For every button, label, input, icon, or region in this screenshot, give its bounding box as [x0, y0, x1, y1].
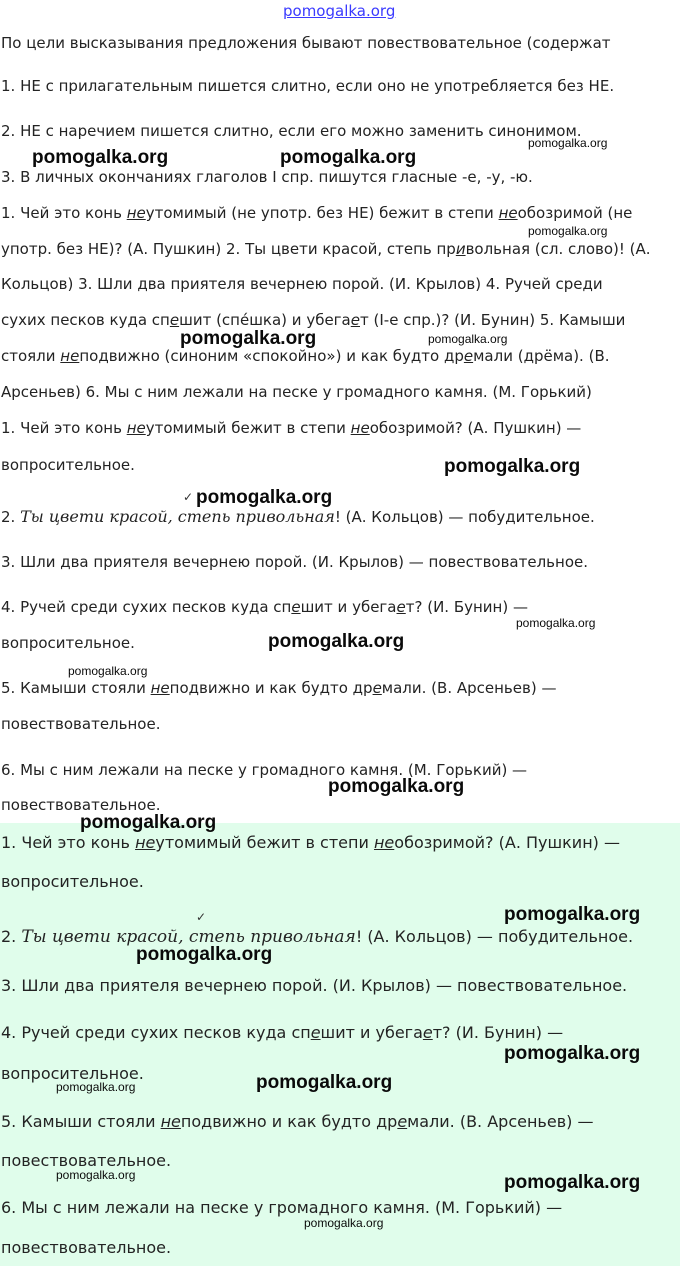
- watermark: pomogalka.org: [180, 328, 317, 349]
- answer-1-type: вопросительное.: [1, 456, 135, 474]
- watermark: pomogalka.org: [444, 456, 581, 477]
- answer-4-hl: 4. Ручей среди сухих песков куда спешит и убегает? (И. Бунин) —: [1, 1023, 564, 1042]
- passage-line: стояли неподвижно (синоним «спокойно») и как будто дремали (дрёма). (В.: [1, 347, 610, 365]
- watermark: pomogalka.org: [196, 487, 333, 508]
- answer-3-hl: 3. Шли два приятеля вечернею порой. (И. Крылов) — повествовательное.: [1, 976, 628, 995]
- watermark: pomogalka.org: [136, 944, 273, 965]
- header-link[interactable]: pomogalka.org: [283, 2, 396, 20]
- watermark: pomogalka.org: [528, 136, 608, 150]
- watermark: pomogalka.org: [80, 812, 217, 833]
- answer-2: 2. Ты цвети красой, степь привольная! (А. Кольцов) — побудительное.: [1, 507, 595, 526]
- passage-line: Арсеньев) 6. Мы с ним лежали на песке у громадного камня. (М. Горький): [1, 383, 592, 401]
- answer-3: 3. Шли два приятеля вечернею порой. (И. Крылов) — повествовательное.: [1, 553, 588, 571]
- intro-line: 1. НЕ с прилагательным пишется слитно, если оно не употребляется без НЕ.: [1, 77, 615, 95]
- watermark: pomogalka.org: [528, 224, 608, 238]
- watermark: pomogalka.org: [32, 147, 169, 168]
- passage-line: употр. без НЕ)? (А. Пушкин) 2. Ты цвети красой, степь привольная (сл. слово)! (А.: [1, 240, 651, 258]
- check-mark-icon: ✓: [196, 910, 207, 924]
- watermark: pomogalka.org: [68, 664, 148, 678]
- answer-6-type-hl: повествовательное.: [1, 1238, 172, 1257]
- watermark: pomogalka.org: [280, 147, 417, 168]
- watermark: pomogalka.org: [428, 332, 508, 346]
- answer-1-type-hl: вопросительное.: [1, 872, 144, 891]
- watermark: pomogalka.org: [268, 631, 405, 652]
- answer-6: 6. Мы с ним лежали на песке у громадного камня. (М. Горький) —: [1, 761, 528, 779]
- intro-line: 2. НЕ с наречием пишется слитно, если его можно заменить синонимом.: [1, 122, 582, 140]
- watermark: pomogalka.org: [304, 1216, 384, 1230]
- answer-1: 1. Чей это конь неутомимый бежит в степи необозримой? (А. Пушкин) —: [1, 419, 582, 437]
- passage-line: сухих песков куда спешит (спéшка) и убегает (I-е спр.)? (И. Бунин) 5. Камыши: [1, 311, 626, 329]
- answer-5-type: повествовательное.: [1, 715, 161, 733]
- intro-line: 3. В личных окончаниях глаголов I спр. пишутся гласные -е, -у, -ю.: [1, 168, 533, 186]
- check-mark-icon: ✓: [183, 490, 194, 504]
- answer-2-hl: 2. Ты цвети красой, степь привольная! (А. Кольцов) — побудительное.: [1, 927, 634, 947]
- answer-5: 5. Камыши стояли неподвижно и как будто дремали. (В. Арсеньев) —: [1, 679, 557, 697]
- answer-6-hl: 6. Мы с ним лежали на песке у громадного камня. (М. Горький) —: [1, 1198, 563, 1217]
- answer-1-hl: 1. Чей это конь неутомимый бежит в степи необозримой? (А. Пушкин) —: [1, 833, 620, 852]
- watermark: pomogalka.org: [504, 1043, 641, 1064]
- watermark: pomogalka.org: [504, 1172, 641, 1193]
- watermark: pomogalka.org: [504, 904, 641, 925]
- intro-line: По цели высказывания предложения бывают повествовательное (содержат: [1, 34, 611, 52]
- watermark: pomogalka.org: [328, 776, 465, 797]
- passage-line: 1. Чей это конь неутомимый (не употр. без НЕ) бежит в степи необозримой (не: [1, 204, 633, 222]
- watermark: pomogalka.org: [56, 1168, 136, 1182]
- watermark: pomogalka.org: [256, 1072, 393, 1093]
- answer-6-type: повествовательное.: [1, 796, 161, 814]
- passage-line: Кольцов) 3. Шли два приятеля вечернею порой. (И. Крылов) 4. Ручей среди: [1, 275, 603, 293]
- watermark: pomogalka.org: [56, 1080, 136, 1094]
- answer-4: 4. Ручей среди сухих песков куда спешит и убегает? (И. Бунин) —: [1, 598, 528, 616]
- answer-4-type-hl: вопросительное.: [1, 1064, 144, 1083]
- answer-5-hl: 5. Камыши стояли неподвижно и как будто дремали. (В. Арсеньев) —: [1, 1112, 594, 1131]
- answer-5-type-hl: повествовательное.: [1, 1151, 172, 1170]
- watermark: pomogalka.org: [516, 616, 596, 630]
- answer-4-type: вопросительное.: [1, 634, 135, 652]
